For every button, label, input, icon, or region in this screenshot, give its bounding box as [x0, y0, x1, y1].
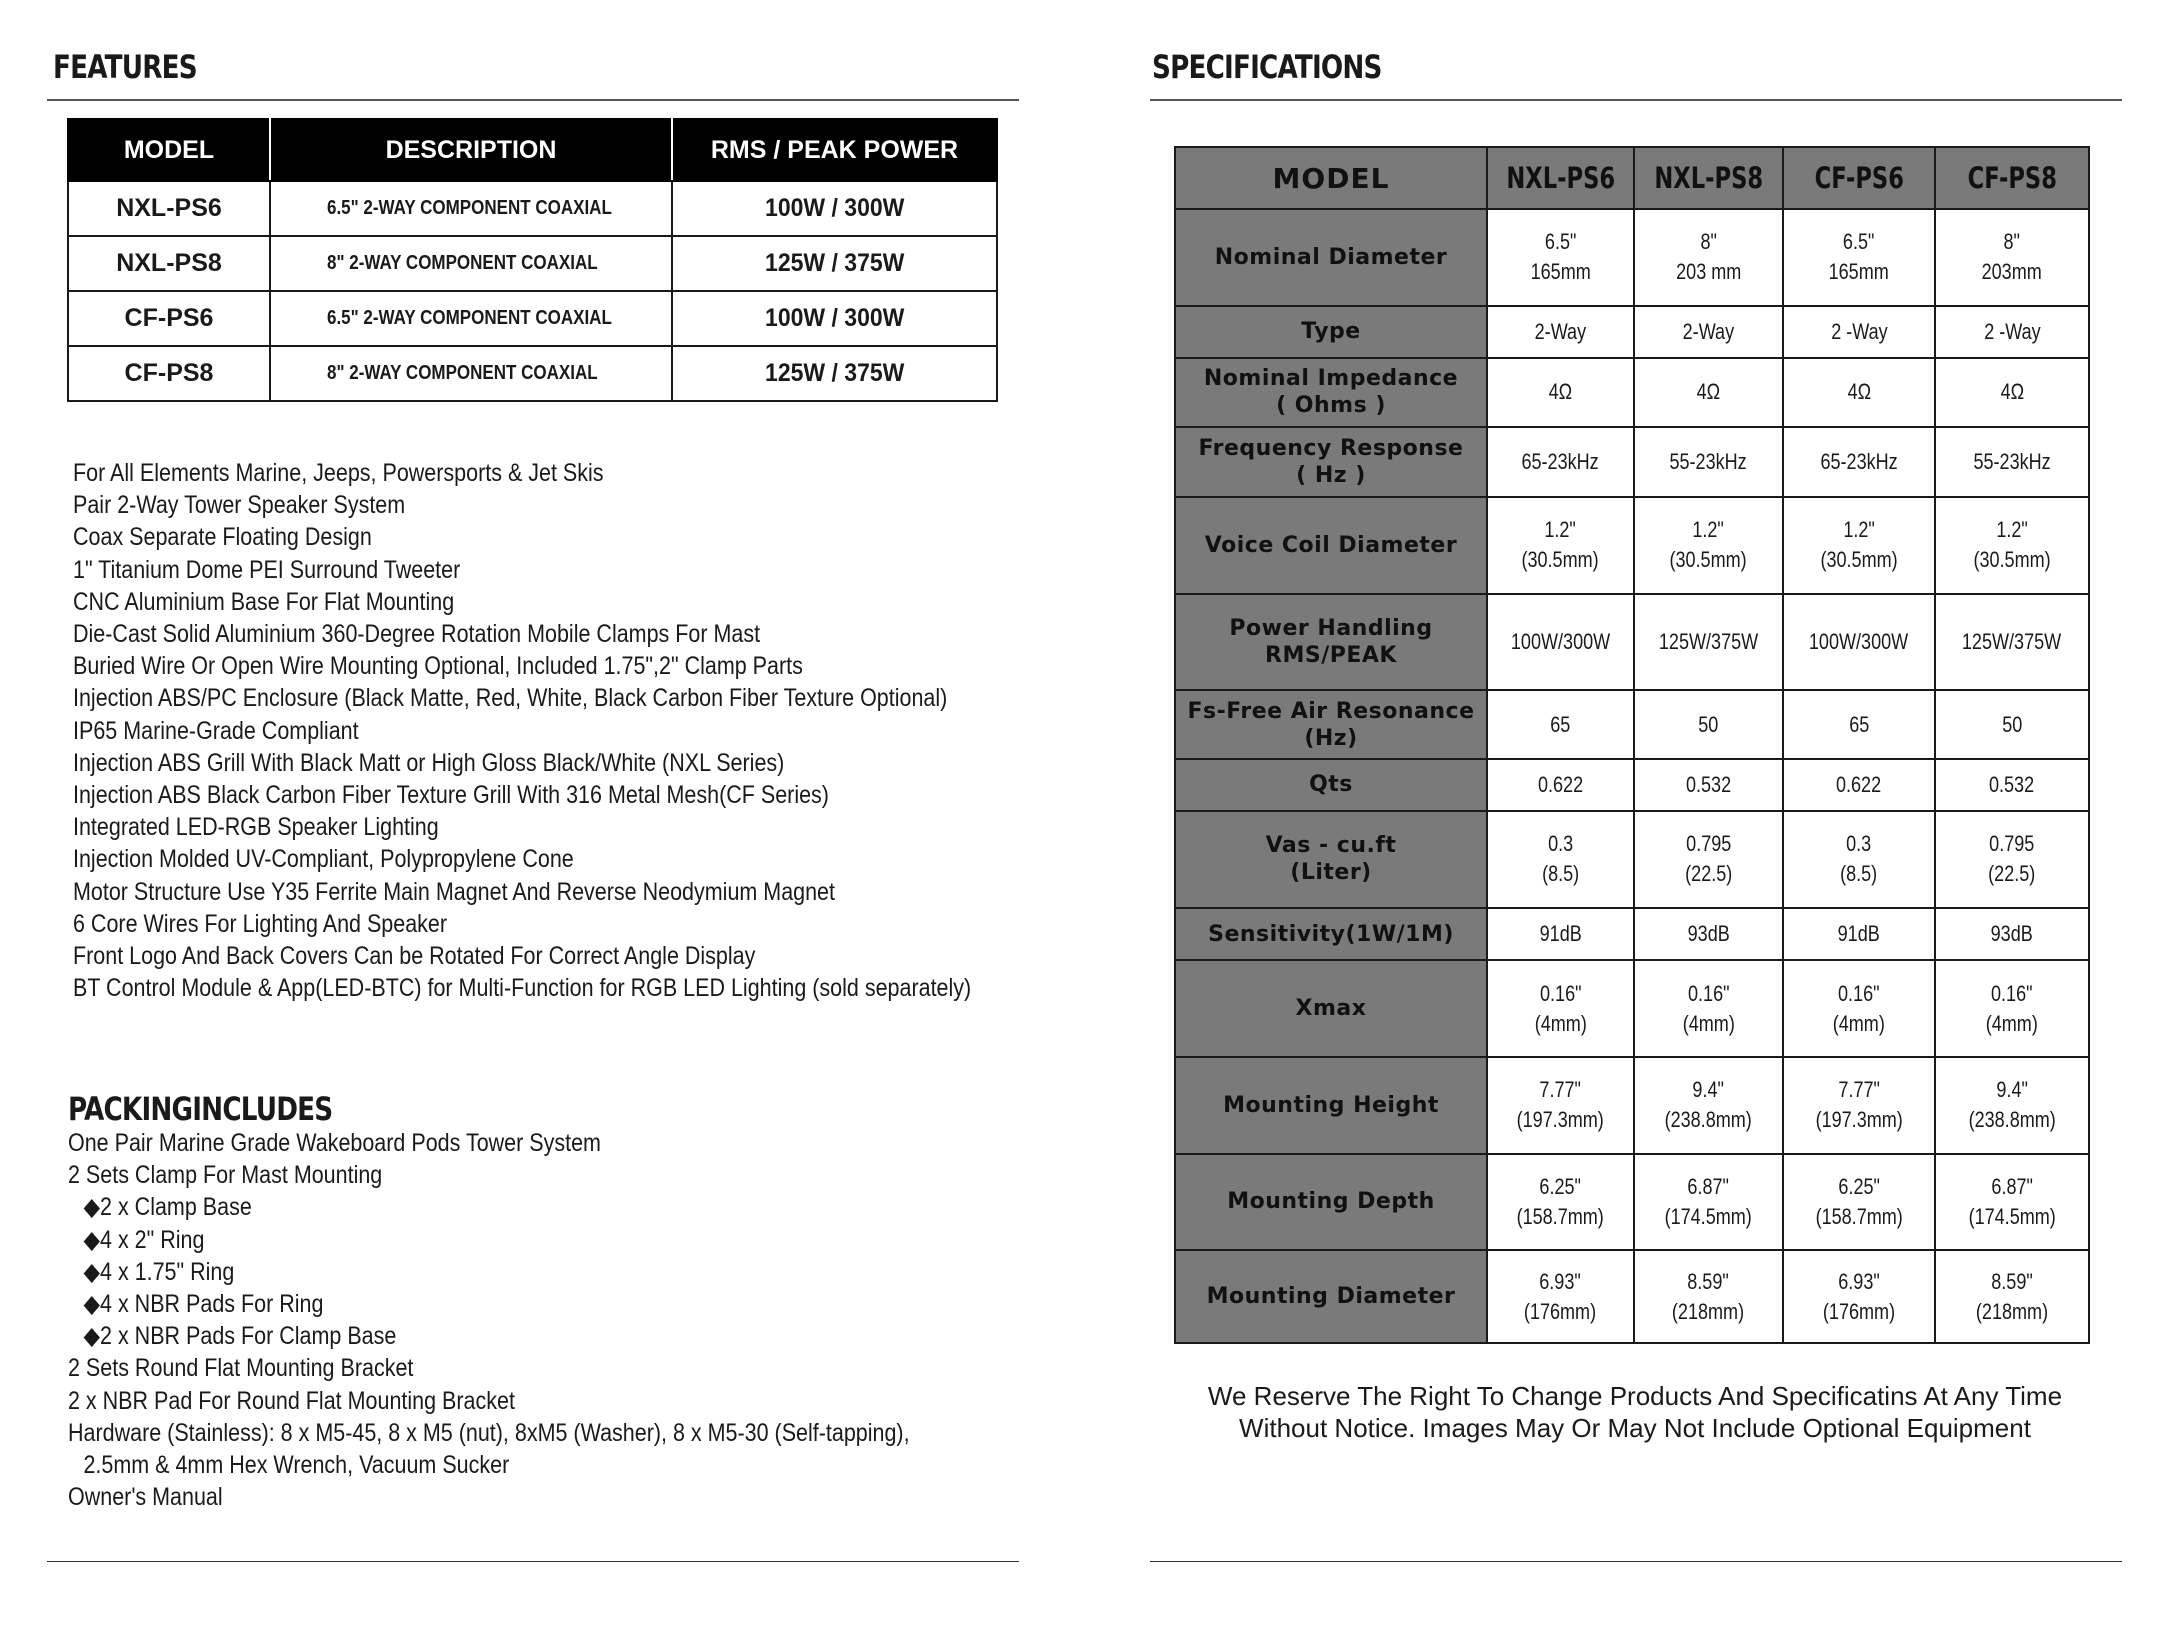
spec-row [1175, 811, 2089, 908]
spec-value-cell [1487, 908, 1634, 960]
features-table-row [68, 346, 997, 401]
model-cell [68, 291, 270, 346]
spec-value: 100W/300W [1809, 628, 1909, 654]
model-name: NXL-PS6 [1506, 160, 1615, 195]
spec-value: 1.2" (30.5mm) [1521, 517, 1600, 573]
spec-value-cell [1487, 306, 1634, 358]
spec-row [1175, 497, 2089, 594]
cell-text: 6.5" 2-WAY COMPONENT COAXIAL [327, 197, 612, 219]
list-item: 2 Sets Round Flat Mounting Bracket [68, 1354, 414, 1383]
spec-value-cell [1487, 960, 1634, 1057]
spec-value-cell [1634, 759, 1783, 811]
list-item: One Pair Marine Grade Wakeboard Pods Tower System [68, 1129, 601, 1157]
spec-row [1175, 908, 2089, 960]
cell-text: NXL-PS8 [116, 249, 222, 277]
spec-model-column-header [1783, 147, 1935, 209]
spec-row [1175, 1057, 2089, 1154]
spec-value-cell [1935, 358, 2089, 426]
list-item: Integrated LED-RGB Speaker Lighting [73, 813, 439, 842]
description-cell [270, 236, 672, 291]
list-item: ◆4 x 1.75" Ring [83, 1257, 235, 1286]
spec-value-cell [1634, 690, 1783, 758]
spec-row-label: Qts [1175, 759, 1487, 811]
spec-value: 6.93" (176mm) [1524, 1268, 1597, 1324]
spec-value: 93dB [1687, 921, 1730, 946]
spec-model-column-header [1487, 147, 1634, 209]
spec-value: 6.25" (158.7mm) [1815, 1173, 1903, 1229]
spec-value: 1.2" (30.5mm) [1820, 517, 1898, 573]
spec-value-cell [1935, 594, 2089, 691]
power-cell [672, 236, 997, 291]
spec-value-cell [1935, 690, 2089, 758]
model-name: NXL-PS8 [1654, 160, 1763, 195]
spec-row [1175, 427, 2089, 497]
spec-value-cell [1783, 358, 1935, 426]
spec-row-label: Mounting Diameter [1175, 1250, 1487, 1343]
spec-value: 0.16" (4mm) [1534, 980, 1587, 1036]
features-table-row [68, 236, 997, 291]
list-item: Motor Structure Use Y35 Ferrite Main Magnet And Reverse Neodymium Magnet [73, 877, 836, 906]
spec-value: 4Ω [1548, 379, 1573, 405]
spec-value-cell [1783, 759, 1935, 811]
spec-value-cell [1935, 1057, 2089, 1154]
list-item: IP65 Marine-Grade Compliant [73, 716, 359, 745]
spec-value: 100W/300W [1510, 628, 1611, 654]
spec-value-cell [1634, 811, 1783, 908]
spec-model-column-header [1935, 147, 2089, 209]
spec-row [1175, 1154, 2089, 1251]
spec-row-label: Sensitivity(1W/1M) [1175, 908, 1487, 960]
spec-row-label: Voice Coil Diameter [1175, 497, 1487, 594]
spec-value: 6.87" (174.5mm) [1664, 1173, 1753, 1229]
spec-row-label: Power Handling RMS/PEAK [1175, 594, 1487, 691]
spec-row [1175, 306, 2089, 358]
packing-list [68, 1127, 1047, 1513]
model-name: CF-PS6 [1814, 160, 1904, 195]
spec-value-cell [1634, 427, 1783, 497]
features-table-row [68, 291, 997, 346]
specifications-table [1174, 146, 2090, 1344]
spec-value: 0.622 [1537, 771, 1584, 797]
list-item: 2 Sets Clamp For Mast Mounting [68, 1161, 383, 1190]
spec-value: 0.3 (8.5) [1840, 831, 1878, 887]
disclaimer-text: We Reserve The Right To Change Products And Specificatins At Any Time Without Notice. Images May Or May Not Include Optional Equipment [1207, 1381, 2063, 1443]
spec-value: 55-23kHz [1669, 448, 1748, 474]
spec-value-cell [1935, 497, 2089, 594]
spec-value-cell [1487, 497, 1634, 594]
spec-value: 2-Way [1682, 318, 1735, 344]
spec-value: 6.25" (158.7mm) [1516, 1173, 1605, 1229]
spec-value: 91dB [1837, 921, 1881, 946]
list-item: 6 Core Wires For Lighting And Speaker [73, 909, 448, 938]
spec-value: 0.16" (4mm) [1985, 980, 2039, 1036]
spec-value-cell [1935, 427, 2089, 497]
spec-value: 2 -Way [1830, 318, 1888, 344]
spec-row-label: Frequency Response ( Hz ) [1175, 427, 1487, 497]
spec-value-cell [1783, 908, 1935, 960]
spec-value: 55-23kHz [1973, 448, 2051, 474]
spec-value: 1.2" (30.5mm) [1973, 517, 2051, 573]
spec-value-cell [1935, 306, 2089, 358]
features-col-header: RMS / PEAK POWER [672, 119, 997, 181]
cell-text: 6.5" 2-WAY COMPONENT COAXIAL [327, 307, 612, 329]
cell-text: 100W / 300W [764, 194, 905, 222]
list-item: BT Control Module & App(LED-BTC) for Multi-Function for RGB LED Lighting (sold separately) [73, 974, 972, 1003]
description-cell [270, 181, 672, 236]
list-item: ◆2 x Clamp Base [83, 1193, 252, 1222]
spec-row [1175, 690, 2089, 758]
spec-model-header: MODEL [1175, 147, 1487, 209]
spec-value-cell [1634, 497, 1783, 594]
power-cell [672, 291, 997, 346]
cell-text: CF-PS6 [124, 304, 214, 332]
spec-value: 9.4" (238.8mm) [1664, 1077, 1753, 1133]
spec-value-cell [1634, 358, 1783, 426]
spec-value: 50 [2001, 711, 2023, 737]
specifications-heading-rule [1150, 99, 2122, 101]
spec-value-cell [1634, 1154, 1783, 1251]
spec-row-label: Mounting Depth [1175, 1154, 1487, 1251]
spec-value: 7.77" (197.3mm) [1516, 1077, 1605, 1133]
cell-text: 100W / 300W [764, 304, 905, 332]
spec-value-cell [1935, 811, 2089, 908]
cell-text: 8" 2-WAY COMPONENT COAXIAL [327, 362, 598, 384]
list-item: Owner's Manual [68, 1483, 223, 1512]
spec-value: 8" 203mm [1981, 229, 2043, 285]
model-name: CF-PS8 [1967, 160, 2057, 195]
list-item: For All Elements Marine, Jeeps, Powersports & Jet Skis [73, 459, 604, 487]
spec-row-label: Nominal Impedance ( Ohms ) [1175, 358, 1487, 426]
spec-value: 91dB [1539, 921, 1582, 946]
spec-value-cell [1935, 1154, 2089, 1251]
spec-row-label: Nominal Diameter [1175, 209, 1487, 306]
spec-value-cell [1783, 811, 1935, 908]
list-item: 2 x NBR Pad For Round Flat Mounting Bracket [68, 1386, 515, 1415]
cell-text: CF-PS8 [124, 359, 214, 387]
spec-value: 2 -Way [1983, 318, 2041, 344]
spec-row [1175, 1250, 2089, 1343]
spec-value-cell [1935, 960, 2089, 1057]
spec-row [1175, 209, 2089, 306]
spec-value-cell [1487, 1154, 1634, 1251]
features-table [67, 118, 998, 402]
spec-value-cell [1634, 209, 1783, 306]
spec-value-cell [1487, 1250, 1634, 1343]
spec-value: 0.3 (8.5) [1541, 831, 1580, 887]
spec-header-row [1175, 147, 2089, 209]
spec-value: 0.622 [1836, 771, 1882, 797]
list-item: Die-Cast Solid Aluminium 360-Degree Rotation Mobile Clamps For Mast [73, 620, 761, 649]
packing-heading: PACKINGINCLUDES [68, 1090, 333, 1128]
spec-value: 93dB [1990, 921, 2034, 946]
description-cell [270, 291, 672, 346]
spec-value-cell [1487, 690, 1634, 758]
spec-value-cell [1935, 1250, 2089, 1343]
spec-value: 8.59" (218mm) [1672, 1268, 1745, 1324]
spec-value: 4Ω [1696, 379, 1721, 405]
features-heading-rule [47, 99, 1019, 101]
spec-row-label: Fs-Free Air Resonance (Hz) [1175, 690, 1487, 758]
spec-value: 65-23kHz [1820, 448, 1898, 474]
spec-value-cell [1487, 811, 1634, 908]
list-item: ◆4 x NBR Pads For Ring [83, 1290, 324, 1319]
features-list [73, 457, 1117, 1004]
cell-text: NXL-PS6 [116, 194, 222, 222]
spec-value: 65 [1848, 711, 1870, 737]
spec-row-label: Mounting Height [1175, 1057, 1487, 1154]
spec-value-cell [1487, 209, 1634, 306]
spec-row-label: Vas - cu.ft (Liter) [1175, 811, 1487, 908]
spec-value-cell [1935, 209, 2089, 306]
spec-value: 7.77" (197.3mm) [1815, 1077, 1903, 1133]
spec-value: 6.5" 165mm [1828, 229, 1890, 285]
model-cell [68, 181, 270, 236]
list-item: Front Logo And Back Covers Can be Rotated For Correct Angle Display [73, 942, 756, 971]
spec-value-cell [1634, 908, 1783, 960]
power-cell [672, 346, 997, 401]
spec-row [1175, 960, 2089, 1057]
list-item: 2.5mm & 4mm Hex Wrench, Vacuum Sucker [83, 1451, 510, 1480]
spec-value: 65 [1550, 711, 1571, 737]
spec-value-cell [1783, 497, 1935, 594]
spec-value-cell [1783, 209, 1935, 306]
description-cell [270, 346, 672, 401]
spec-value-cell [1783, 690, 1935, 758]
features-heading: FEATURES [53, 48, 197, 86]
spec-value-cell [1935, 908, 2089, 960]
spec-value-cell [1487, 1057, 1634, 1154]
specifications-heading: SPECIFICATIONS [1152, 48, 1382, 86]
spec-value: 0.16" (4mm) [1682, 980, 1735, 1036]
spec-value-cell [1783, 1057, 1935, 1154]
list-item: CNC Aluminium Base For Flat Mounting [73, 587, 455, 616]
list-item: 1" Titanium Dome PEI Surround Tweeter [73, 555, 461, 584]
list-item: Pair 2-Way Tower Speaker System [73, 491, 406, 520]
spec-value: 125W/375W [1962, 628, 2062, 654]
spec-row [1175, 759, 2089, 811]
spec-value: 125W/375W [1658, 628, 1759, 654]
spec-value: 50 [1698, 711, 1719, 737]
list-item: Injection ABS Black Carbon Fiber Texture Grill With 316 Metal Mesh(CF Series) [73, 781, 829, 810]
spec-value: 0.16" (4mm) [1832, 980, 1886, 1036]
spec-value: 8.59" (218mm) [1975, 1268, 2049, 1324]
spec-value-cell [1783, 960, 1935, 1057]
spec-value-cell [1783, 594, 1935, 691]
spec-value: 0.795 (22.5) [1988, 831, 2036, 887]
spec-model-column-header [1634, 147, 1783, 209]
spec-value: 4Ω [2000, 379, 2024, 405]
model-cell [68, 236, 270, 291]
spec-value: 4Ω [1847, 379, 1871, 405]
cell-text: 125W / 375W [764, 359, 905, 387]
spec-row [1175, 594, 2089, 691]
spec-value: 1.2" (30.5mm) [1669, 517, 1748, 573]
power-cell [672, 181, 997, 236]
cell-text: 125W / 375W [764, 249, 905, 277]
spec-value: 0.532 [1989, 771, 2035, 797]
spec-value: 0.532 [1685, 771, 1732, 797]
spec-value-cell [1783, 306, 1935, 358]
list-item: Buried Wire Or Open Wire Mounting Optional, Included 1.75",2" Clamp Parts [73, 652, 803, 681]
left-footer-rule [47, 1561, 1019, 1562]
spec-value: 6.87" (174.5mm) [1968, 1173, 2056, 1229]
list-item: ◆2 x NBR Pads For Clamp Base [83, 1322, 397, 1351]
spec-value-cell [1783, 1154, 1935, 1251]
spec-value: 6.93" (176mm) [1822, 1268, 1896, 1324]
spec-value-cell [1783, 427, 1935, 497]
spec-value-cell [1634, 1057, 1783, 1154]
spec-value-cell [1487, 594, 1634, 691]
features-table-header [68, 119, 997, 181]
spec-row-label: Xmax [1175, 960, 1487, 1057]
spec-row [1175, 358, 2089, 426]
spec-value: 65-23kHz [1521, 448, 1600, 474]
spec-value-cell [1634, 960, 1783, 1057]
spec-value-cell [1634, 306, 1783, 358]
model-cell [68, 346, 270, 401]
list-item: Injection ABS Grill With Black Matt or High Gloss Black/White (NXL Series) [73, 748, 785, 777]
spec-value: 8" 203 mm [1675, 229, 1742, 285]
list-item: Injection Molded UV-Compliant, Polypropylene Cone [73, 845, 574, 874]
spec-value-cell [1935, 759, 2089, 811]
spec-value: 2-Way [1534, 318, 1587, 344]
spec-value-cell [1487, 427, 1634, 497]
list-item: Coax Separate Floating Design [73, 523, 372, 552]
spec-value-cell [1487, 358, 1634, 426]
list-item: ◆4 x 2" Ring [83, 1225, 205, 1254]
spec-row-label: Type [1175, 306, 1487, 358]
spec-value-cell [1634, 594, 1783, 691]
spec-value: 9.4" (238.8mm) [1968, 1077, 2056, 1133]
spec-value-cell [1487, 759, 1634, 811]
right-footer-rule [1150, 1561, 2122, 1562]
list-item: Hardware (Stainless): 8 x M5-45, 8 x M5 (nut), 8xM5 (Washer), 8 x M5-30 (Self-tapping), [68, 1418, 910, 1447]
spec-value-cell [1634, 1250, 1783, 1343]
features-col-header: MODEL [68, 119, 270, 181]
features-col-header: DESCRIPTION [270, 119, 672, 181]
cell-text: 8" 2-WAY COMPONENT COAXIAL [327, 252, 598, 274]
features-table-row [68, 181, 997, 236]
spec-value-cell [1783, 1250, 1935, 1343]
list-item: Injection ABS/PC Enclosure (Black Matte, Red, White, Black Carbon Fiber Texture Optional) [73, 684, 948, 713]
spec-value: 0.795 (22.5) [1684, 831, 1733, 887]
spec-value: 6.5" 165mm [1530, 229, 1591, 285]
